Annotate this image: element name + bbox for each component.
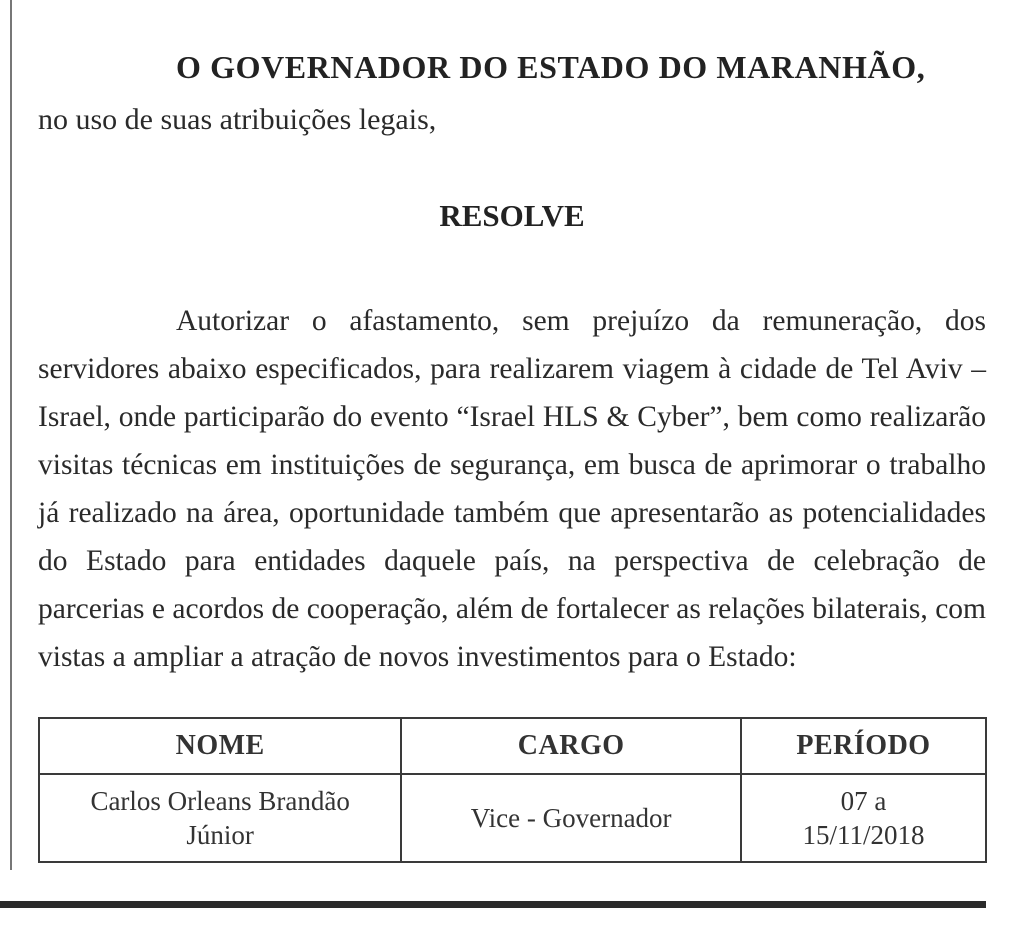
periodo-line-2: 15/11/2018 (802, 820, 925, 850)
cell-periodo (741, 774, 986, 862)
header-cargo: CARGO (401, 718, 741, 774)
header-periodo: PERÍODO (741, 718, 986, 774)
resolve-title: RESOLVE (439, 198, 585, 233)
header-nome: NOME (39, 718, 401, 774)
table-row (39, 774, 986, 862)
cell-nome (39, 774, 401, 862)
left-margin-rule (10, 0, 12, 870)
nome-line-1: Carlos Orleans Brandão (90, 786, 350, 816)
periodo-line-1: 07 a (840, 786, 887, 816)
document-heading: O GOVERNADOR DO ESTADO DO MARANHÃO, (176, 49, 926, 85)
servants-table (38, 717, 987, 863)
nome-line-2: Júnior (186, 820, 254, 850)
body-paragraph: Autorizar o afastamento, sem prejuízo da remuneração, dos servidores abaixo especificados, para realizarem viagem à cidade de Tel Aviv – Israel, onde participarão do evento “Israel HLS & Cyber”, bem como realizarão visitas técnicas em instituições de segurança, em busca de aprimorar o trabalho já realizado na área, oportunidade também que apresentarão as potencialidades do Estado para entidades daquele país, na perspectiva de celebração de parcerias e acordos de cooperação, além de fortalecer as relações bilaterais, com vistas a ampliar a atração de novos investimentos para o Estado: (38, 305, 986, 673)
cell-cargo: Vice - Governador (401, 774, 741, 862)
table-header-row (39, 718, 986, 774)
attributions-line: no uso de suas atribuições legais, (38, 103, 437, 136)
bottom-divider (0, 901, 986, 908)
